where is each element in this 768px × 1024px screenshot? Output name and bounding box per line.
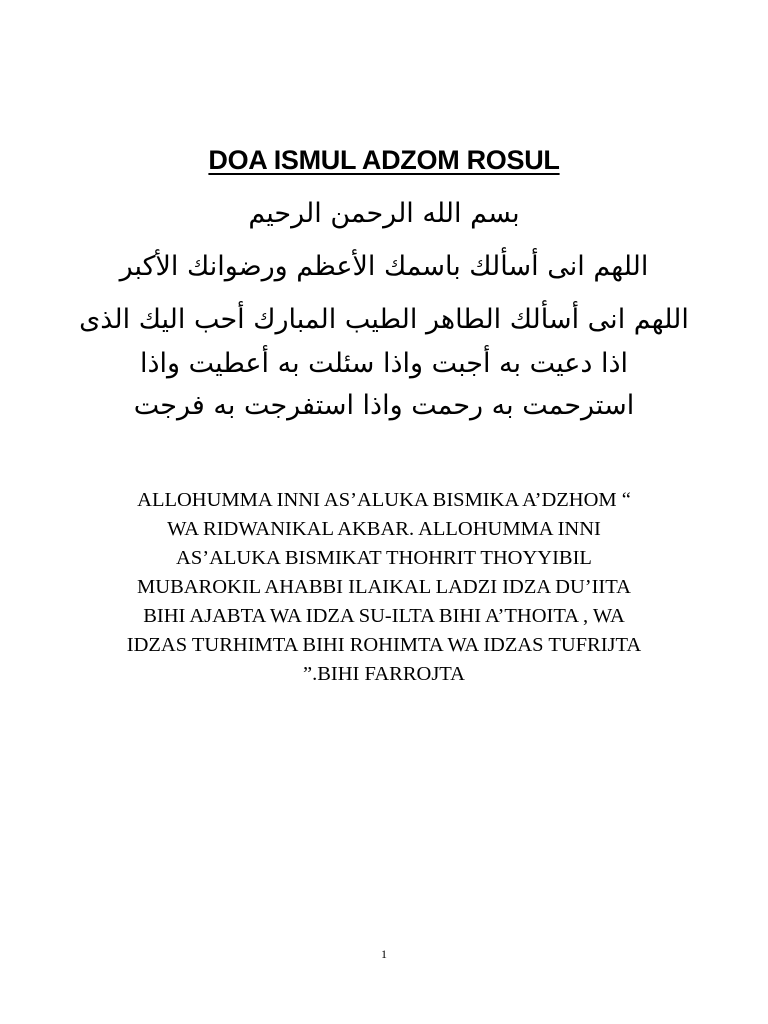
page-number: 1 bbox=[381, 947, 387, 961]
transliteration-line: IDZAS TURHIMTA BIHI ROHIMTA WA IDZAS TUFRIJTA bbox=[126, 634, 642, 656]
arabic-line-4: اذا دعيت به أجبت واذا سئلت به أعطيت واذا bbox=[139, 348, 629, 379]
transliteration-line: BIHI AJABTA WA IDZA SU-ILTA BIHI A’THOITA , WA bbox=[143, 605, 625, 627]
arabic-line-3: اللهم انى أسألك الطاهر الطيب المبارك أحب اليك الذى bbox=[79, 304, 689, 335]
transliteration-line: ”.BIHI FARROJTA bbox=[303, 663, 465, 685]
transliteration-line: MUBAROKIL AHABBI ILAIKAL LADZI IDZA DU’IITA bbox=[137, 576, 631, 598]
arabic-line-2: اللهم انى أسألك باسمك الأعظم ورضوانك الأكبر bbox=[119, 251, 649, 282]
transliteration-line: ALLOHUMMA INNI AS’ALUKA BISMIKA A’DZHOM “ bbox=[137, 489, 631, 511]
document-title bbox=[0, 140, 768, 180]
transliteration-paragraph bbox=[80, 486, 688, 689]
arabic-line-5: استرحمت به رحمت واذا استفرجت به فرجت bbox=[133, 390, 635, 421]
transliteration-line: WA RIDWANIKAL AKBAR. ALLOHUMMA INNI bbox=[167, 518, 601, 540]
arabic-basmala: بسم الله الرحمن الرحيم bbox=[248, 198, 520, 229]
document-title-text: DOA ISMUL ADZOM ROSUL bbox=[208, 145, 560, 175]
transliteration-line: AS’ALUKA BISMIKAT THOHRIT THOYYIBIL bbox=[176, 547, 592, 569]
